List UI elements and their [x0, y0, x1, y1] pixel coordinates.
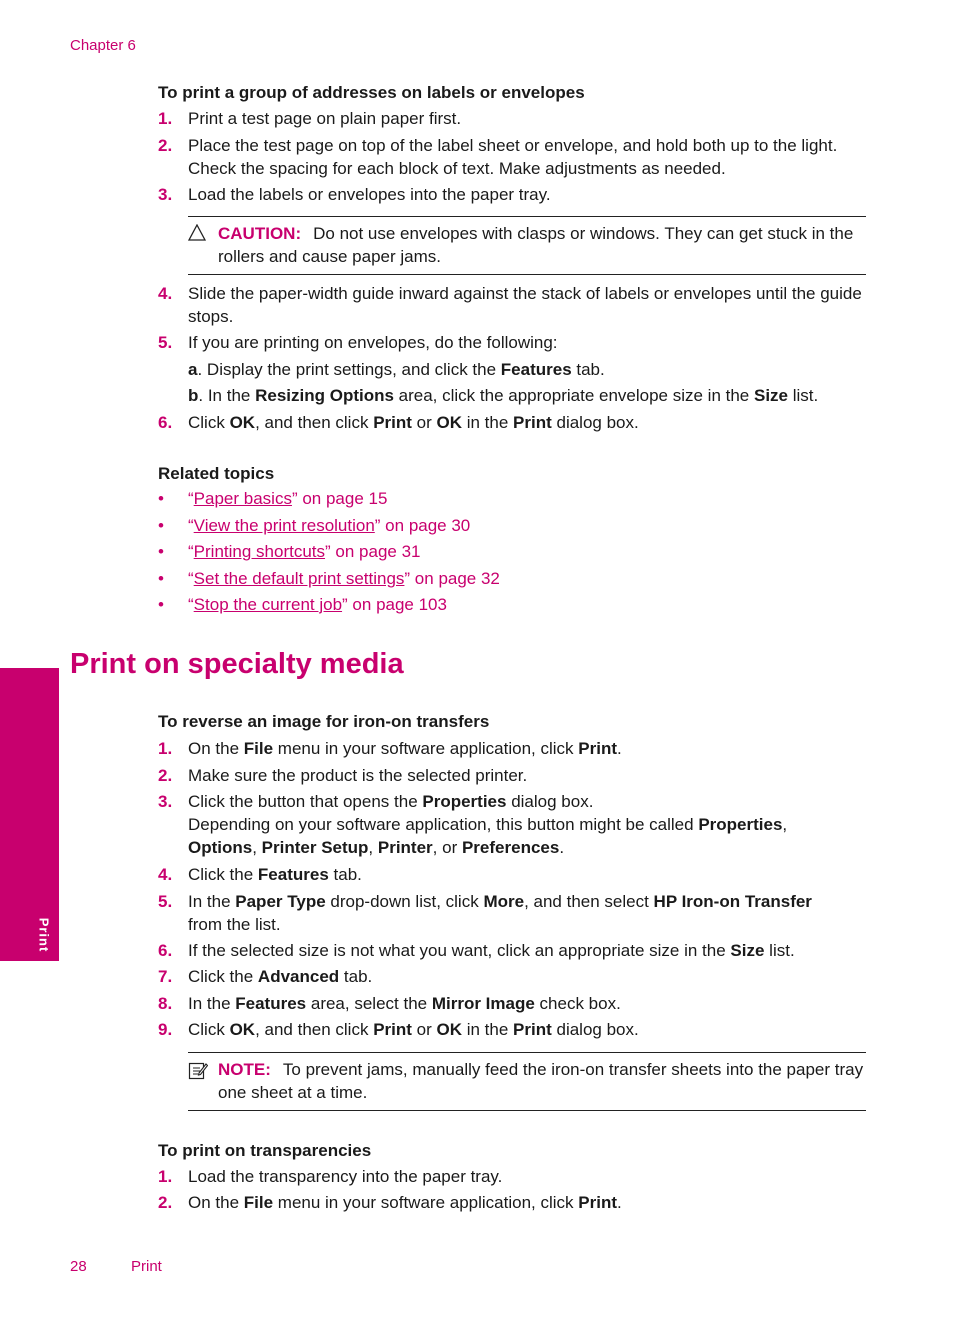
- step-text: Click the Features tab.: [188, 865, 362, 884]
- related-link[interactable]: Printing shortcuts: [193, 542, 326, 561]
- related-link[interactable]: Stop the current job: [193, 595, 343, 614]
- page-number: 28: [70, 1258, 87, 1275]
- step-text: If the selected size is not what you want, click an appropriate size in the Size list.: [188, 941, 795, 960]
- step-text: Click OK, and then click Print or OK in the Print dialog box.: [188, 1020, 639, 1039]
- note-top-rule: [188, 1052, 866, 1053]
- related-link[interactable]: Set the default print settings: [193, 569, 405, 588]
- caution-label: CAUTION:: [218, 224, 302, 243]
- note-pencil-icon: [188, 1060, 208, 1085]
- bullet: •: [158, 569, 164, 588]
- step-text: Place the test page on top of the label sheet or envelope, and hold both up to the light. Check the spacing for each block of text. Make adjustments as needed.: [188, 136, 838, 178]
- chapter-label: Chapter 6: [70, 37, 136, 54]
- step-number: 2.: [158, 1193, 173, 1212]
- step-number: 6.: [158, 941, 173, 960]
- step-number: 6.: [158, 413, 173, 432]
- step-number: 9.: [158, 1020, 173, 1039]
- note-box: [218, 1058, 868, 1104]
- step-text: If you are printing on envelopes, do the following:: [188, 333, 558, 352]
- bullet: •: [158, 542, 164, 561]
- step-number: 5.: [158, 892, 173, 911]
- caution-triangle-icon: [188, 224, 206, 246]
- step-number: 1.: [158, 109, 173, 128]
- step-text: On the File menu in your software application, click Print.: [188, 1193, 622, 1212]
- related-item: “View the print resolution” on page 30: [188, 516, 471, 535]
- step-number: 4.: [158, 865, 173, 884]
- section-heading-iron-on: To reverse an image for iron-on transfers: [158, 712, 490, 731]
- step-text: On the File menu in your software application, click Print.: [188, 739, 622, 758]
- caution-bottom-rule: [188, 274, 866, 275]
- substep-a: a. Display the print settings, and click the Features tab.: [188, 360, 605, 379]
- caution-box: [218, 222, 868, 268]
- step-number: 3.: [158, 792, 173, 811]
- step-number: 5.: [158, 333, 173, 352]
- step-text: Make sure the product is the selected printer.: [188, 766, 528, 785]
- step-number: 2.: [158, 766, 173, 785]
- step-text: In the Paper Type drop-down list, click More, and then select HP Iron-on Transfer from the list.: [188, 892, 812, 934]
- note-bottom-rule: [188, 1110, 866, 1111]
- section-heading-transparencies: To print on transparencies: [158, 1141, 372, 1160]
- step-text: Click the Advanced tab.: [188, 967, 373, 986]
- related-item: “Printing shortcuts” on page 31: [188, 542, 421, 561]
- bullet: •: [158, 516, 164, 535]
- section-title: Print on specialty media: [70, 648, 404, 680]
- related-item: “Set the default print settings” on page 32: [188, 569, 500, 588]
- step-text: In the Features area, select the Mirror Image check box.: [188, 994, 621, 1013]
- step-number: 1.: [158, 1167, 173, 1186]
- step-number: 2.: [158, 136, 173, 155]
- bullet: •: [158, 489, 164, 508]
- step-text: Print a test page on plain paper first.: [188, 109, 462, 128]
- note-text: To prevent jams, manually feed the iron-on transfer sheets into the paper tray one sheet at a time.: [218, 1060, 864, 1102]
- section-heading-labels: To print a group of addresses on labels or envelopes: [158, 83, 585, 102]
- step-number: 4.: [158, 284, 173, 303]
- bullet: •: [158, 595, 164, 614]
- step-text: Slide the paper-width guide inward against the stack of labels or envelopes until the guide stops.: [188, 284, 862, 326]
- caution-text: Do not use envelopes with clasps or windows. They can get stuck in the rollers and cause paper jams.: [218, 224, 854, 266]
- side-tab-label: Print: [36, 917, 52, 953]
- step-text: Click the button that opens the Properties dialog box. Depending on your software application, this button might be called Properties, Options, Printer Setup, Printer, or Preferences.: [188, 792, 788, 857]
- step-text: Load the labels or envelopes into the paper tray.: [188, 185, 551, 204]
- step-number: 7.: [158, 967, 173, 986]
- footer-section: Print: [131, 1258, 162, 1275]
- related-topics-heading: Related topics: [158, 464, 275, 483]
- step-text: Click OK, and then click Print or OK in the Print dialog box.: [188, 413, 639, 432]
- substep-b: b. In the Resizing Options area, click the appropriate envelope size in the Size list.: [188, 386, 819, 405]
- step-text: Load the transparency into the paper tray.: [188, 1167, 503, 1186]
- caution-top-rule: [188, 216, 866, 217]
- step-number: 3.: [158, 185, 173, 204]
- related-link[interactable]: Paper basics: [193, 489, 292, 508]
- related-item: “Stop the current job” on page 103: [188, 595, 447, 614]
- related-item: “Paper basics” on page 15: [188, 489, 388, 508]
- step-number: 8.: [158, 994, 173, 1013]
- related-link[interactable]: View the print resolution: [193, 516, 375, 535]
- step-number: 1.: [158, 739, 173, 758]
- note-label: NOTE:: [218, 1060, 271, 1079]
